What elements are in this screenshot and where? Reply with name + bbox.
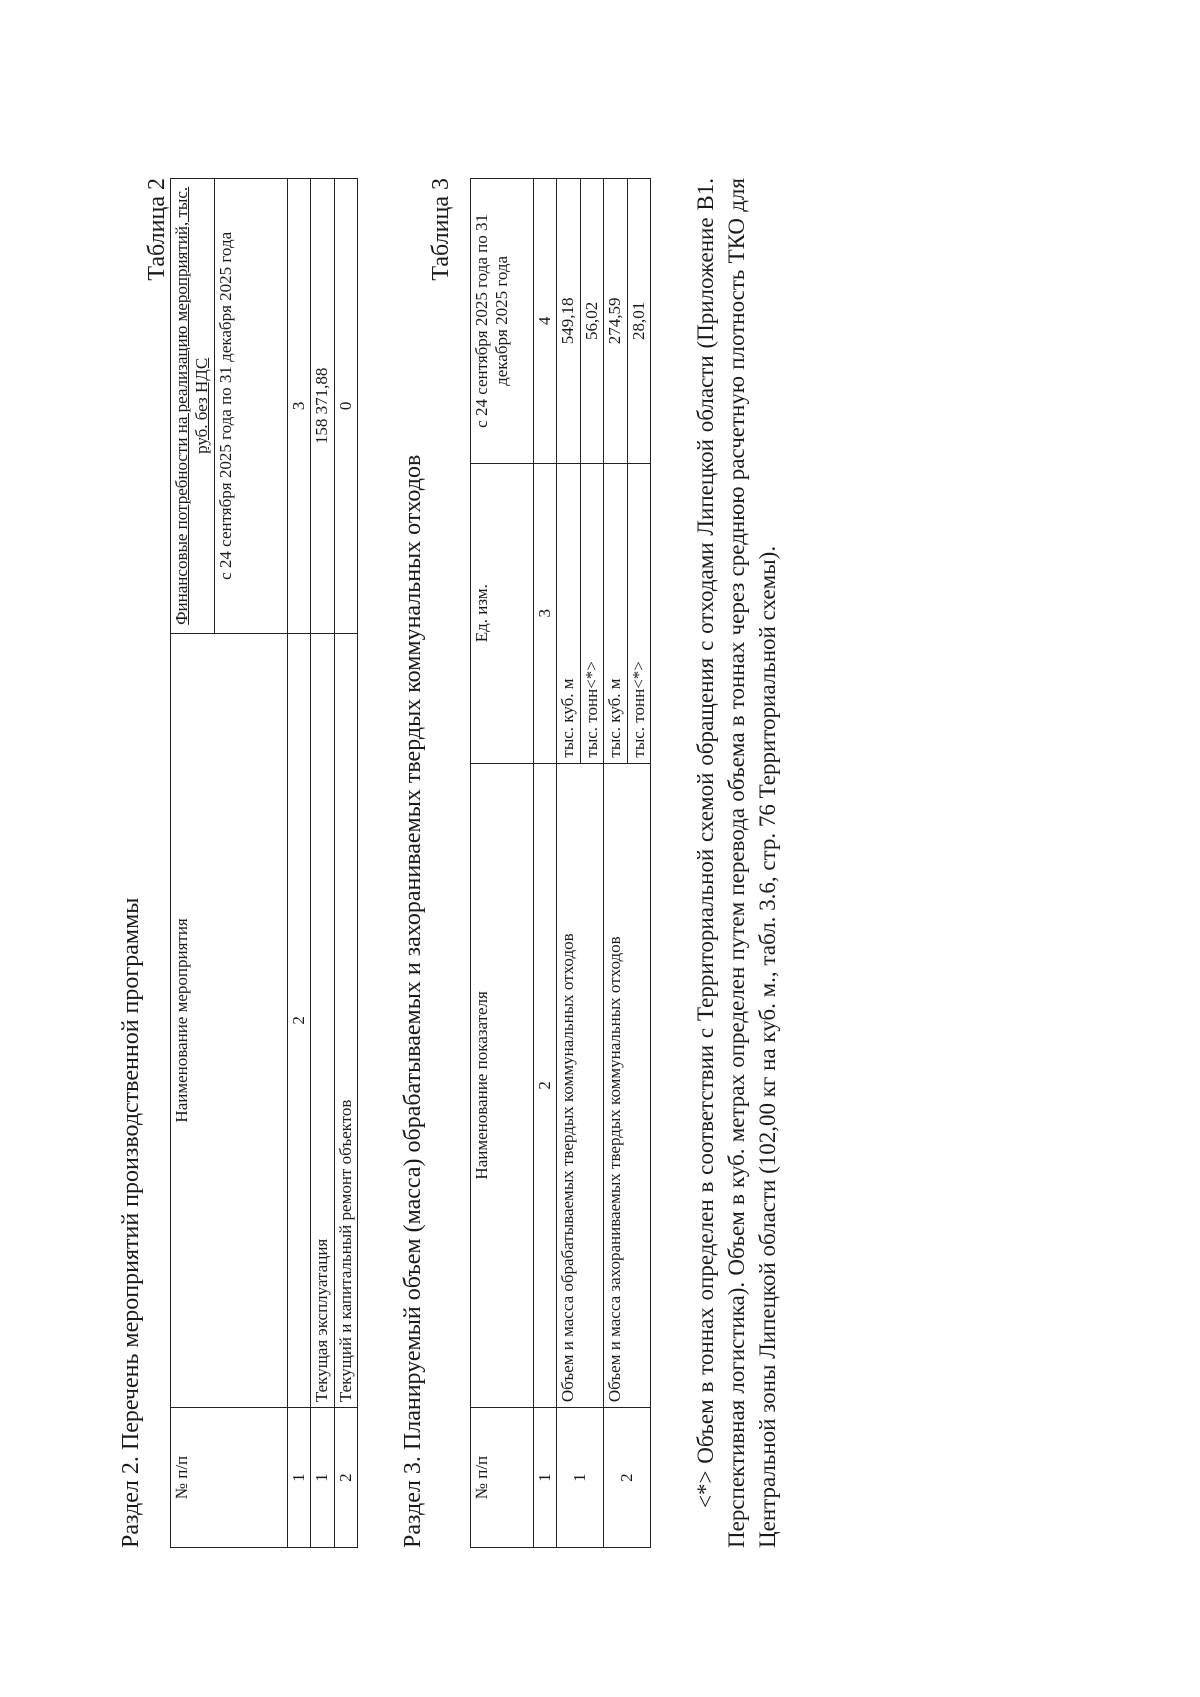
t3-header-name: Наименование показателя [471,763,534,1408]
t3-row2-value2: 28,01 [627,179,650,464]
t2-colnum-1: 1 [287,1408,310,1548]
table-row [557,179,580,1548]
table-3 [470,178,651,1548]
t2-row2-value: 0 [334,179,357,634]
t3-row1-value1: 549,18 [557,179,580,464]
t3-row2-value1: 274,59 [604,179,627,464]
t3-row2-name: Объем и масса захораниваемых твердых коммунальных отходов [604,763,651,1408]
table-2 [170,178,358,1548]
t2-row1-num: 1 [311,1408,334,1548]
t2-row2-num: 2 [334,1408,357,1548]
t3-row1-unit2: тыс. тонн<*> [580,463,603,763]
t2-header-num: № п/п [171,1408,288,1548]
table-row [311,179,334,1548]
t3-row2-unit1: тыс. куб. м [604,463,627,763]
table-row [604,179,627,1548]
t2-header-finance: Финансовые потребности на реализацию мероприятий, тыс. руб. без НДС [171,179,215,634]
table-3-label: Таблица 3 [428,178,454,281]
t3-row2-unit2: тыс. тонн<*> [627,463,650,763]
t3-colnum-4: 4 [534,179,557,464]
table-row [334,179,357,1548]
t2-header-name: Наименование мероприятия [171,633,288,1407]
t2-row1-name: Текущая эксплуатация [311,633,334,1407]
t2-header-period: с 24 сентября 2025 года по 31 декабря 2025 года [214,179,287,634]
t3-row1-num: 1 [557,1408,604,1548]
t3-row1-value2: 56,02 [580,179,603,464]
t3-row2-num: 2 [604,1408,651,1548]
t3-colnum-1: 1 [534,1408,557,1548]
footnote: <*> Объем в тоннах определен в соответствии с Территориальной схемой обращения с отходами Липецкой области (Приложение В1. Перспективная логистика). Объем в куб. метрах определен путем перевода объема в тоннах через среднюю расчетную плотность ТКО для Центральной зоны Липецкой области (102,00 кг на куб. м., табл. 3.6, стр. 76 Территориальной схемы). [693,178,781,1548]
section-3-title: Раздел 3. Планируемый объем (масса) обрабатываемых и захораниваемых твердых коммунальных отходов [400,454,426,1548]
t2-colnum-2: 2 [287,633,310,1407]
t3-colnum-3: 3 [534,463,557,763]
t3-colnum-2: 2 [534,763,557,1408]
t3-header-num: № п/п [471,1408,534,1548]
t3-header-unit: Ед. изм. [471,463,534,763]
t3-header-period: с 24 сентября 2025 года по 31 декабря 2025 года [471,179,534,464]
t3-row1-name: Объем и масса обрабатываемых твердых коммунальных отходов [557,763,604,1408]
t2-colnum-3: 3 [287,179,310,634]
t3-row1-unit1: тыс. куб. м [557,463,580,763]
t2-row2-name: Текущий и капитальный ремонт объектов [334,633,357,1407]
section-2-title: Раздел 2. Перечень мероприятий производственной программы [118,897,144,1548]
table-2-label: Таблица 2 [144,178,170,281]
t2-row1-value: 158 371,88 [311,179,334,634]
document-page [110,80,850,1610]
